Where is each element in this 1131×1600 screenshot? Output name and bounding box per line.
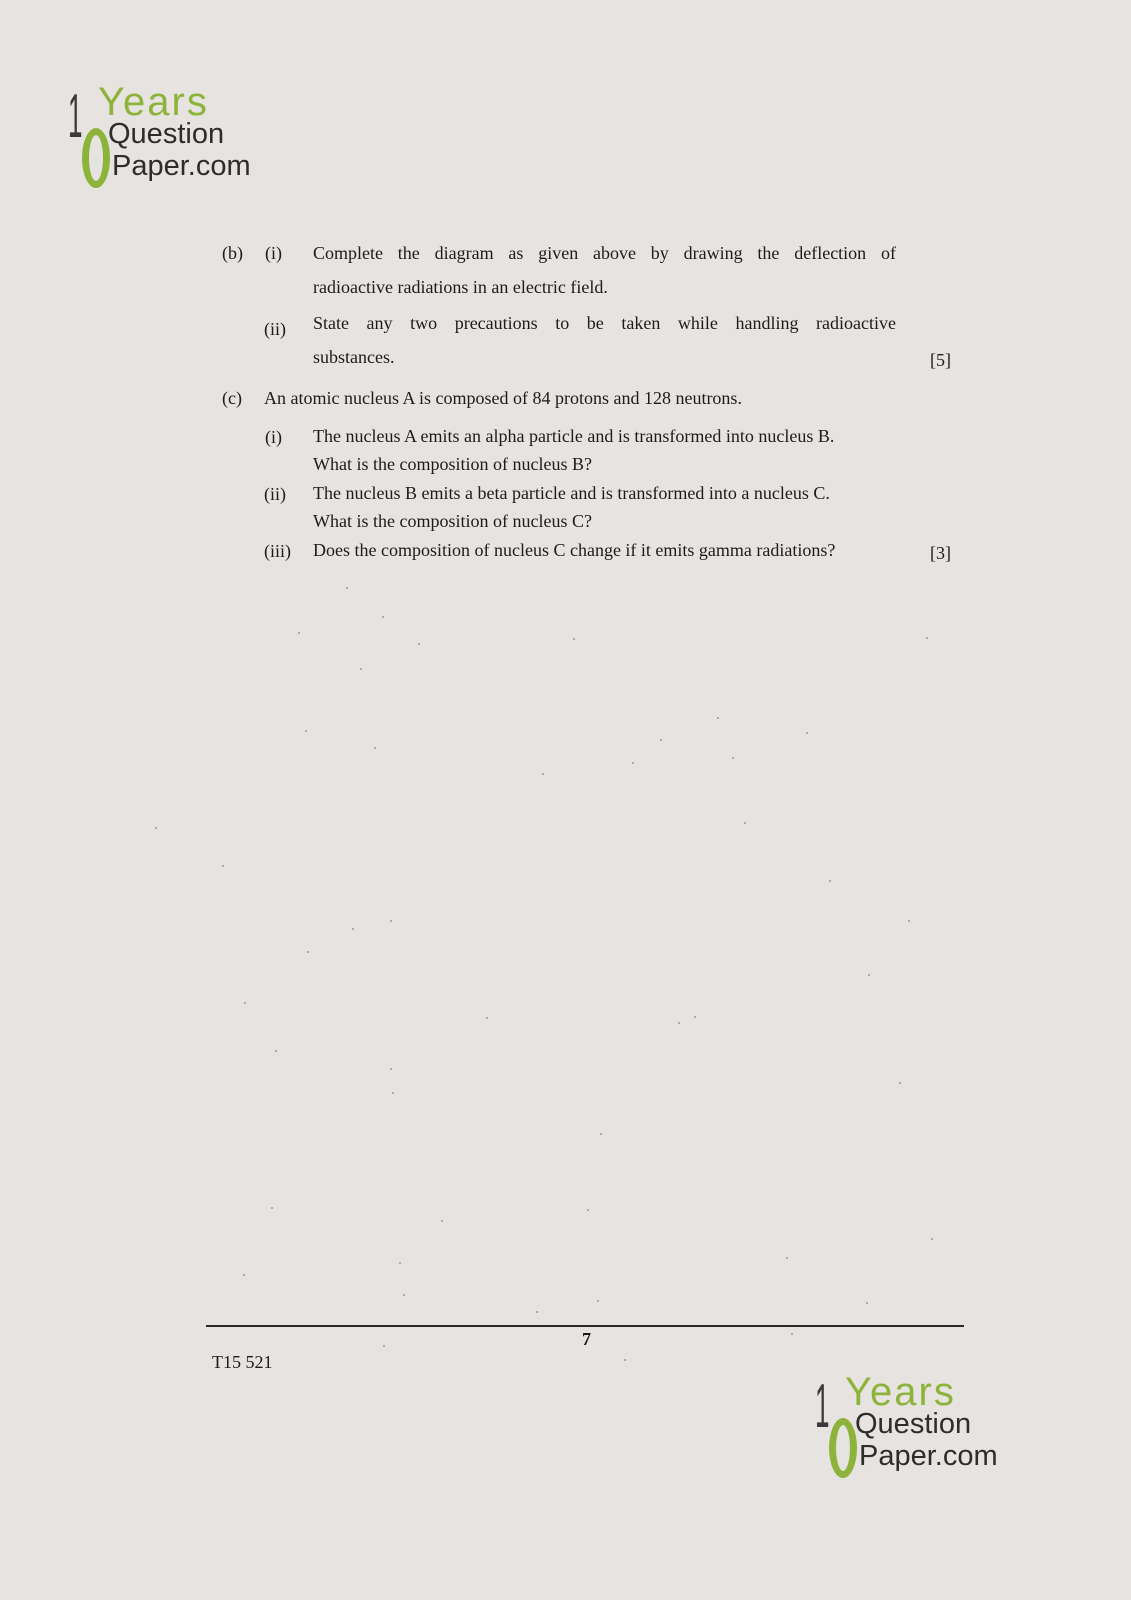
part-c-ii-label: (ii) — [264, 484, 286, 504]
part-b-ii-line2: substances. — [313, 347, 395, 367]
logo-word-years: Years — [98, 80, 209, 124]
logo-word-paper: Paper.com — [859, 1440, 998, 1472]
logo-digit-zero-ring — [82, 128, 110, 188]
part-b-label: (b) — [222, 243, 243, 263]
page-number: 7 — [582, 1329, 591, 1349]
site-logo-bottom — [815, 1370, 1045, 1498]
logo-digit-zero-ring — [829, 1418, 857, 1478]
part-b-marks: [5] — [930, 350, 951, 370]
logo-word-paper: Paper.com — [112, 150, 251, 182]
part-c-i-line1: The nucleus A emits an alpha particle and is transformed into nucleus B. — [313, 426, 835, 446]
logo-digit-one: 1 — [815, 1372, 830, 1441]
part-b-i-line2: radioactive radiations in an electric field. — [313, 277, 608, 297]
part-c-marks: [3] — [930, 543, 951, 563]
part-b-ii-line1: State any two precautions to be taken while handling radioactive — [313, 313, 896, 333]
part-b-i-label: (i) — [265, 243, 282, 263]
part-c-intro: An atomic nucleus A is composed of 84 protons and 128 neutrons. — [264, 388, 742, 408]
paper-code: T15 521 — [212, 1352, 273, 1372]
logo-word-question: Question — [108, 118, 225, 150]
part-c-ii-line2: What is the composition of nucleus C? — [313, 511, 592, 531]
part-c-label: (c) — [222, 388, 242, 408]
part-c-iii-line1: Does the composition of nucleus C change if it emits gamma radiations? — [313, 540, 836, 560]
logo-word-question: Question — [855, 1408, 972, 1440]
site-logo-top — [68, 80, 278, 198]
part-b-i-line1: Complete the diagram as given above by drawing the deflection of — [313, 243, 896, 263]
logo-digit-one: 1 — [68, 82, 83, 151]
part-b-ii-label: (ii) — [264, 319, 286, 339]
part-c-i-label: (i) — [265, 427, 282, 447]
part-c-iii-label: (iii) — [264, 541, 291, 561]
part-c-ii-line1: The nucleus B emits a beta particle and is transformed into a nucleus C. — [313, 483, 830, 503]
part-c-i-line2: What is the composition of nucleus B? — [313, 454, 592, 474]
logo-word-years: Years — [845, 1370, 956, 1414]
footer-rule — [206, 1325, 964, 1327]
